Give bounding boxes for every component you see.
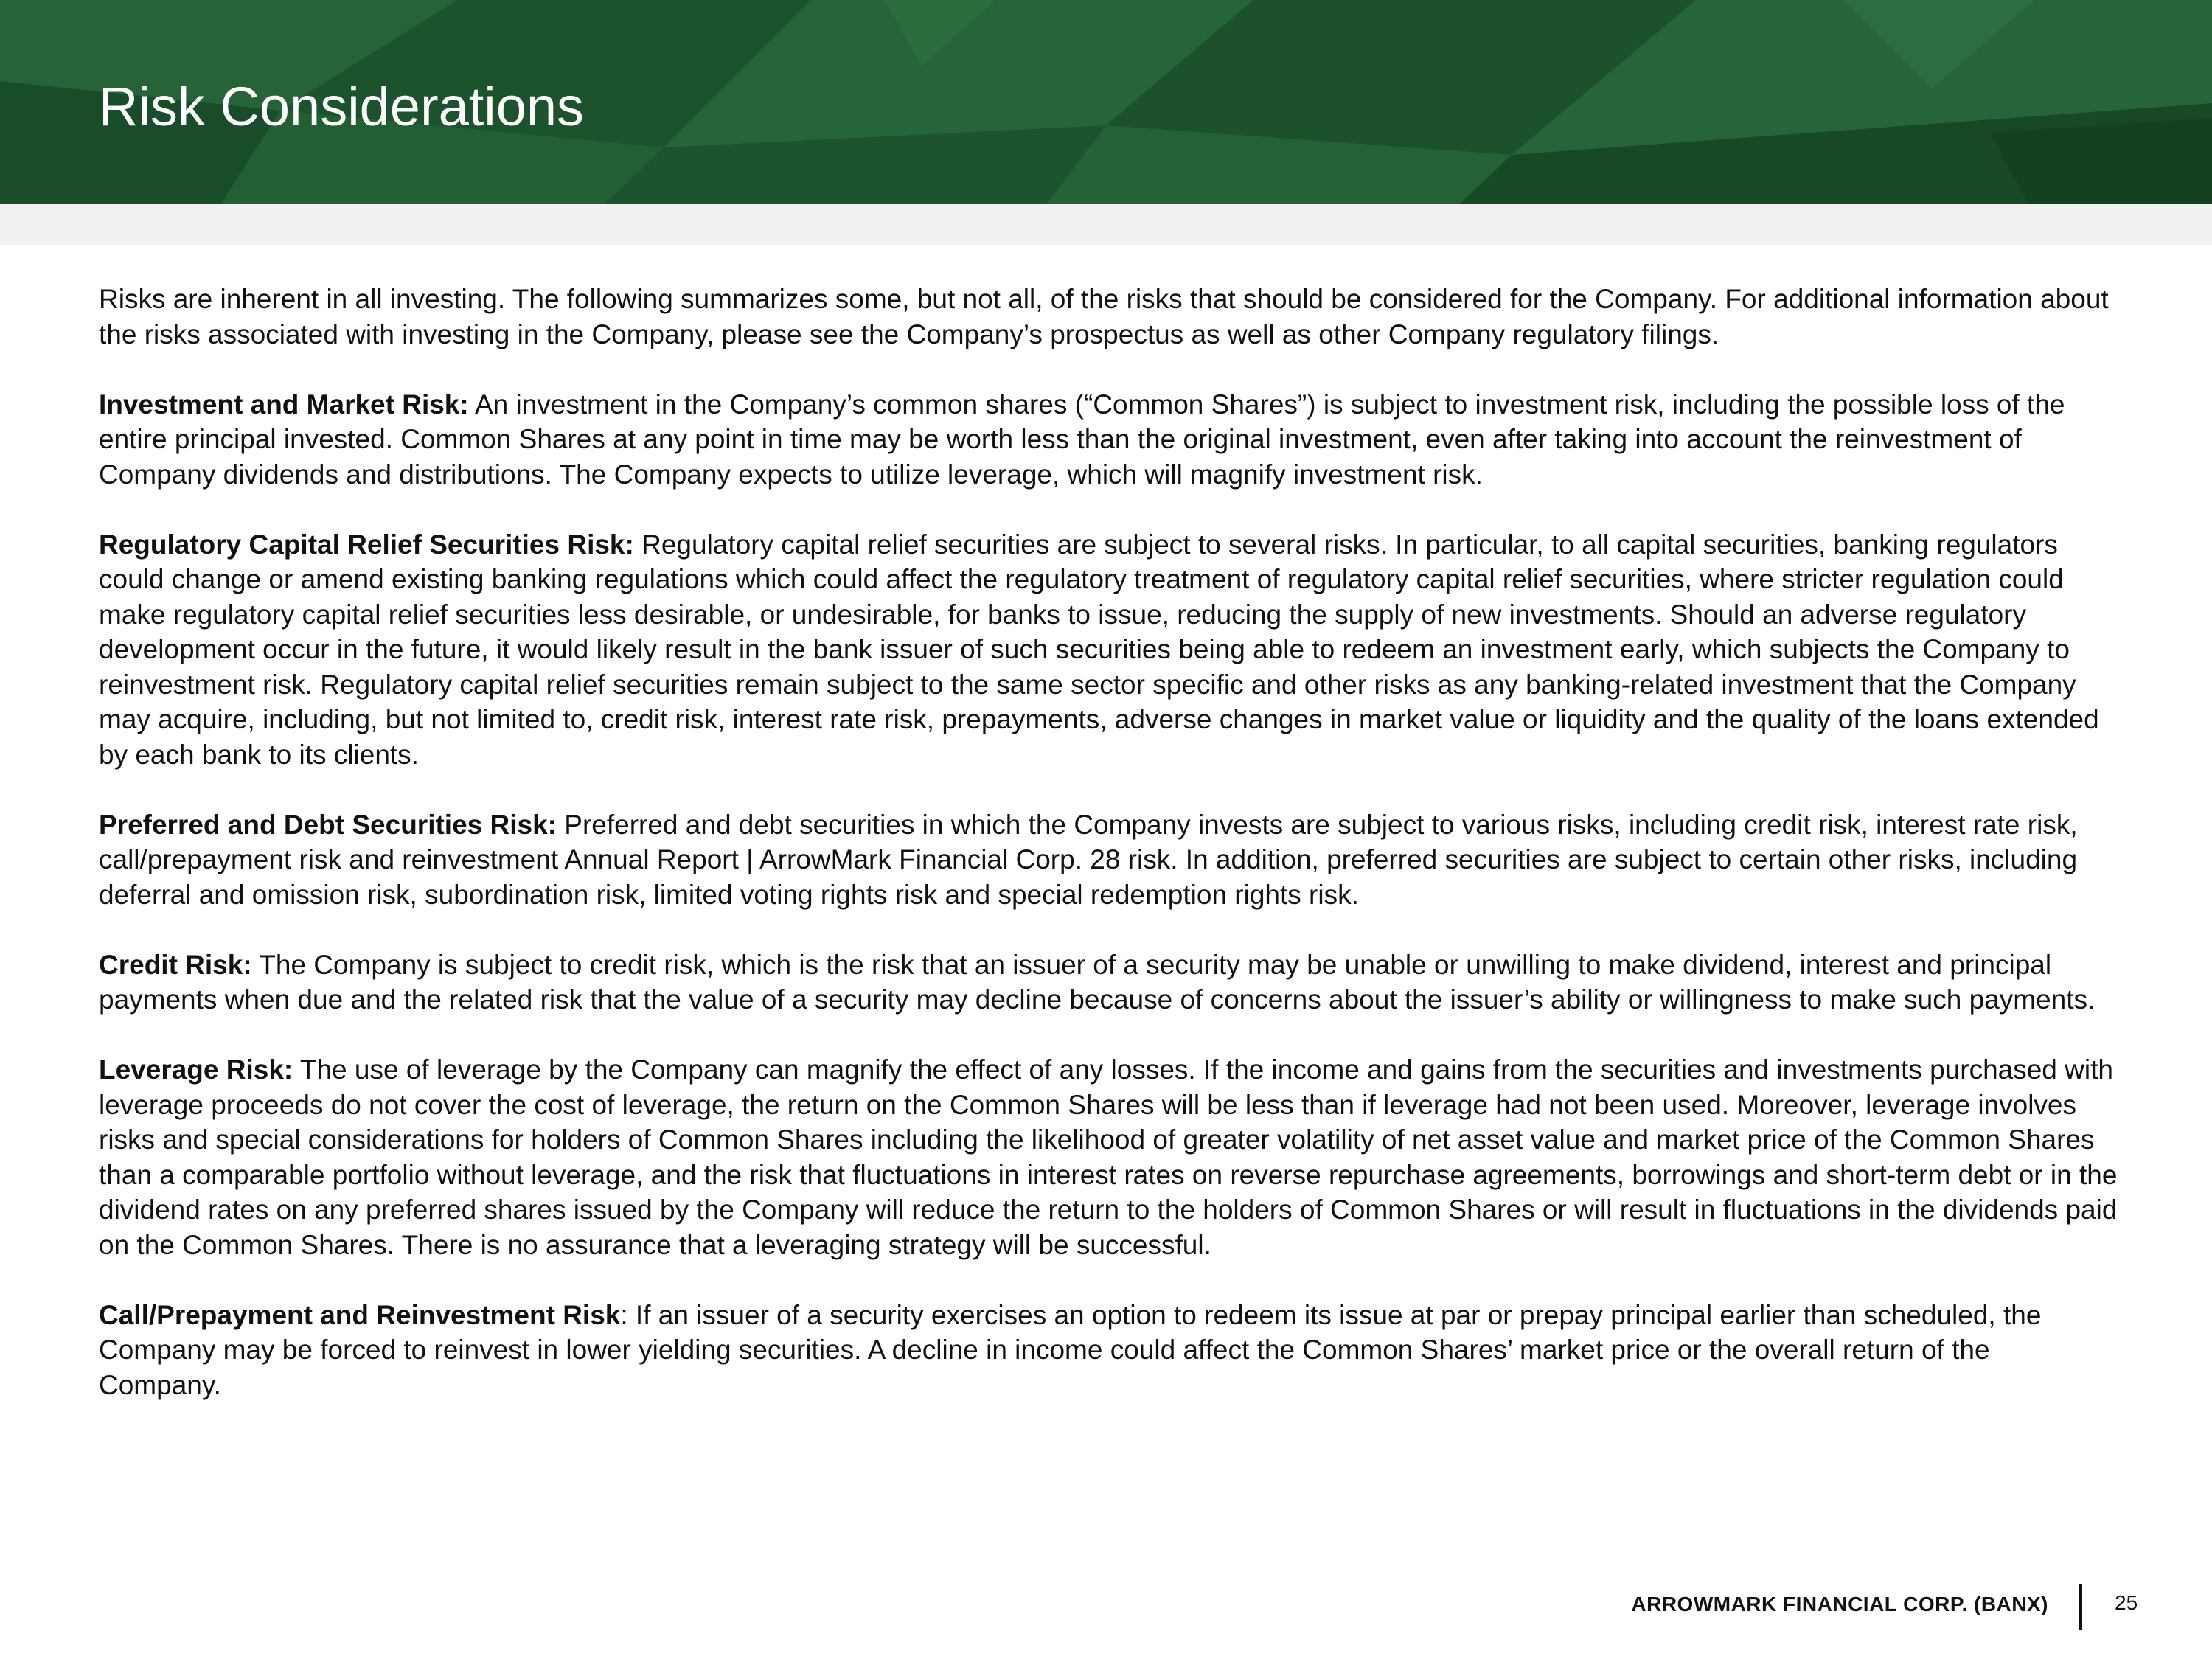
preferred-debt-securities-risk-text: Preferred and debt securities in which the Company invests are subject to various risks, including credit risk, interest rate risk, call/prepayment risk and reinvestment Annual Report | ArrowMark Financial Corp. 28 risk. In addition, preferred securities are subject to certain other risks, including deferral and omission risk, subordination risk, limited voting rights risk and special redemption rights risk. [99, 809, 2078, 910]
investment-market-risk-text: An investment in the Company’s common shares (“Common Shares”) is subject to investment risk, including the possible loss of the entire principal invested. Common Shares at any point in time may be worth less than the original investment, even after taking into account the reinvestment of Company dividends and distributions. The Company expects to utilize leverage, which will magnify investment risk. [99, 389, 2065, 490]
regulatory-capital-relief-risk-text: Regulatory capital relief securities are subject to several risks. In particular, to all capital securities, banking regulators could change or amend existing banking regulations which could affect the regulatory treatment of regulatory capital relief securities, where stricter regulation could make regulatory capital relief securities less desirable, or undesirable, for banks to issue, reducing the supply of new investments. Should an adverse regulatory development occur in the future, it would likely result in the bank issuer of such securities being able to redeem an investment early, which subjects the Company to reinvestment risk. Regulatory capital relief securities remain subject to the same sector specific and other risks as any banking-related investment that the Company may acquire, including, but not limited to, credit risk, interest rate risk, prepayments, adverse changes in market value or liquidity and the quality of the loans extended by each bank to its clients. [99, 529, 2099, 770]
page-number: 25 [2115, 1591, 2138, 1614]
header-sub-band [0, 204, 2212, 245]
risk-content [99, 282, 2119, 1438]
leverage-risk-paragraph [99, 1052, 2119, 1262]
credit-risk-paragraph [99, 947, 2119, 1018]
regulatory-capital-relief-risk-term: Regulatory Capital Relief Securities Risk: [99, 529, 634, 560]
header-band [0, 0, 2212, 204]
footer-company-name: ARROWMARK FINANCIAL CORP. (BANX) [1631, 1593, 2048, 1615]
preferred-debt-securities-risk-term: Preferred and Debt Securities Risk: [99, 809, 557, 840]
page-title: Risk Considerations [99, 76, 585, 137]
call-prepayment-reinvestment-risk-text: : If an issuer of a security exercises an option to redeem its issue at par or prepay principal earlier than scheduled, the Company may be forced to reinvest in lower yielding securities. A decline in income could affect the Common Shares’ market price or the overall return of the Company. [99, 1299, 2042, 1400]
leverage-risk-term: Leverage Risk: [99, 1054, 293, 1085]
page-footer [0, 1584, 2212, 1635]
regulatory-capital-relief-risk-paragraph [99, 527, 2119, 773]
intro-paragraph: Risks are inherent in all investing. The following summarizes some, but not all, of the risks that should be considered for the Company. For additional information about the risks associated with investing in the Company, please see the Company’s prospectus as well as other Company regulatory filings. [99, 284, 2109, 349]
footer-divider [2079, 1584, 2082, 1630]
leverage-risk-text: The use of leverage by the Company can magnify the effect of any losses. If the income and gains from the securities and investments purchased with leverage proceeds do not cover the cost of leverage, the return on the Common Shares will be less than if leverage had not been used. Moreover, leverage involves risks and special considerations for holders of Common Shares including the likelihood of greater volatility of net asset value and market price of the Common Shares than a comparable portfolio without leverage, and the risk that fluctuations in interest rates on reverse repurchase agreements, borrowings and short-term debt or in the dividend rates on any preferred shares issued by the Company will reduce the return to the holders of Common Shares or will result in fluctuations in the dividends paid on the Common Shares. There is no assurance that a leveraging strategy will be successful. [99, 1054, 2118, 1260]
credit-risk-text: The Company is subject to credit risk, which is the risk that an issuer of a security may be unable or unwilling to make dividend, interest and principal payments when due and the related risk that the value of a security may decline because of concerns about the issuer’s ability or willingness to make such payments. [99, 949, 2096, 1015]
investment-market-risk-term: Investment and Market Risk: [99, 389, 469, 420]
credit-risk-term: Credit Risk: [99, 949, 252, 980]
call-prepayment-reinvestment-risk-term: Call/Prepayment and Reinvestment Risk [99, 1299, 621, 1330]
preferred-debt-securities-risk-paragraph [99, 807, 2119, 913]
call-prepayment-reinvestment-risk-paragraph [99, 1298, 2119, 1403]
investment-market-risk-paragraph [99, 387, 2119, 493]
